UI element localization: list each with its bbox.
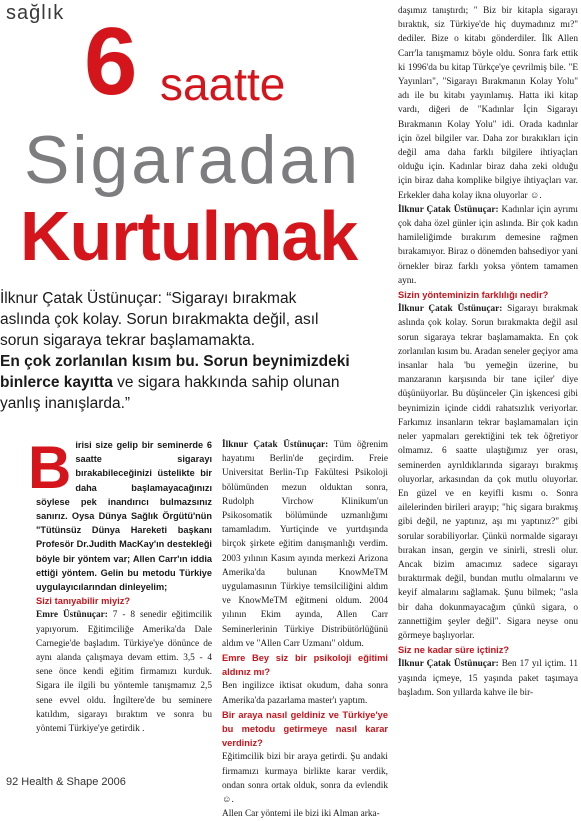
question-heading: Siz ne kadar süre içtiniz? (398, 645, 510, 656)
speaker-name: İlknur Çatak Üstünuçar: (398, 659, 499, 670)
article-deck (0, 288, 385, 414)
headline-sigaradan: Sigaradan (24, 122, 362, 198)
deck-bold: binlerce kayıtta (0, 374, 113, 391)
speaker-name: İlknur Çatak Üstünuçar: (398, 204, 499, 215)
drop-cap: B (28, 434, 72, 501)
answer-paragraph (36, 608, 212, 736)
deck-line: sorun sigaraya tekrar başlamamakta. (0, 332, 256, 349)
headline-saatte: saatte (160, 58, 286, 110)
speaker-name: İlknur Çatak Üstünuçar: (222, 440, 329, 450)
answer-text: Kadınlar için ayrımı çok daha özel günler için aslında. Bir çok kadın hamileliğimde bırakırım demesine rağmen bırakamıyor. Biraz o dönemden bahsediyor yani örnekler biraz farklı yoksa yöntem tamamen aynı. (398, 204, 578, 286)
speaker-name: İlknur Çatak Üstünuçar: (398, 304, 503, 315)
column-2 (222, 438, 388, 821)
deck-line: aslında çok kolay. Sorun bırakmakta değil, asıl (0, 311, 319, 328)
column-3 (398, 4, 578, 700)
answer-text: Ben 17 yıl içtim. 11 yaşında içmeye, 15 yaşında paket taşımaya başladım. Son yıllarda kahve ile bir- (398, 659, 578, 698)
headline-number: 6 (84, 8, 136, 115)
answer-paragraph: Eğitimcilik bizi bir araya getirdi. Şu andaki firmamızı kurmaya birlikte karar verdik, ondan sonra ortak olduk, sonra da evlendik ☺. (222, 752, 388, 806)
intro-text: irisi size gelip bir seminerde 6 saatte sigarayı bırakabileceğinizi üstelikte bir daha başlamayacağınızı söylese pek inandırıcı bulmazsınız sanırız. Oysa Dünya Sağlık Örgütü'nün "Tütünsüz Dünya Hareketi başkanı Profesör Dr.Judith MacKay'ın destekleği böyle bir yöntem var; Allen Carr'ın iddia ettiği yöntem. Gelin bu metodu Türkiye uygulayıcılarından dinleyelim; (36, 440, 212, 593)
answer-paragraph (398, 203, 578, 288)
column-1 (28, 434, 212, 736)
answer-paragraph (222, 438, 388, 651)
answer-text: Sigarayı bırakmak aslında çok kolay. Sorun bırakmakta değil asıl sorun sigaraya tekrar başlamamakta. En çok zorlanılan kısım bu. Aradan seneler geçiyor ama insanlar hala 'bu yemeğin üzerine, bu manzaranın karşısında bir tane içiler' diye düşünüyorlar. Bu düşünceler Çin işkencesi gibi beynimizin içinde ciddi rahatsızlık veriyorlar. Farkımız insanların tekrar başlamamaları için neler yapmaları gerektiğini tek tek öğretiyor olmamız. 6 saatte ulaştığımız yer orası, seminerden ayrıldıklarında sigarayı bırakmış oluyorlar, arkasından da çok mutlu oluyorlar. En güzel ve en keyifli kısmı o. Sonra ailelerinden birileri arayıp; "hiç sigara bırakmış gibi değil, ne yaptınız, aşı mı yaptınız?" gibi sorular sorabiliyorlar. Çünkü normalde sigarayı bırakan insan, gergin ve sinirli, stresli olur. Ancak bizim amacımız sadece sigarayı bıraktırmak değil, bundan mutlu olmalarını ve keyif almalarını sağlamak. Şunu bilmek; "asla bir daha dokunmayacağım çünkü sigara, o zannettiğim şeyler değil". Sigara neyse onu görmeye başlıyorlar. (398, 304, 578, 641)
answer-paragraph (398, 302, 578, 643)
deck-line: İlknur Çatak Üstünuçar: “Sigarayı bırakmak (0, 290, 297, 307)
answer-paragraph: daşımız tanıştırdı; " Biz bir kitapla sigarayı bıraktık, siz Türkiye'de hiç duymadınız mı?" dediler. Bize o kitabı gönderdiler. İlk Allen Carr'la tanışmamız böyle oldu. Sonra fark ettik ki 1996'da bu kitap Türkçe'ye çevrilmiş bile. "E Yayınları", "Sigarayı Bırakmanın Kolay Yolu" adı ile bu kitabı yayınlamış. Hatta iki kitap vardı, diğeri de "Kadınlar İçin Sigarayı Bırakmanın Kolay Yolu" idi. Orada kadınlar için özel bilgiler var. Daha zor bırakıkları için değil ama daha farklı bilgilere ihtiyaçları olduğu için. Kadınlar biraz daha zeki olduğu için biraz daha komplike bilgiye ihtiyaçları var. Erkekler daha kolay ikna oluyorlar ☺. (398, 6, 578, 201)
question-heading: Bir araya nasıl geldiniz ve Türkiye'ye bu metodu getirmeye nasıl karar verdiniz? (222, 709, 388, 749)
headline-kurtulmak: Kurtulmak (20, 197, 358, 275)
intro-paragraph (28, 434, 212, 594)
deck-line (0, 372, 385, 393)
speaker-name: Emre Üstünuçar: (36, 610, 108, 621)
question-heading: Emre Bey siz bir psikoloji eğitimi aldınız mı? (222, 653, 388, 678)
question-heading: Sizin yönteminizin farklılığı nedir? (398, 290, 549, 301)
deck-line-bold: En çok zorlanılan kısım bu. Sorun beynimizdeki (0, 353, 350, 370)
answer-paragraph (398, 657, 578, 700)
answer-paragraph: Allen Car yöntemi ile bizi iki Alman arka- (222, 809, 380, 820)
page-footer: 92 Health & Shape 2006 (6, 776, 126, 788)
section-label: sağlık (6, 2, 65, 24)
answer-text: Tüm öğrenim hayatımı Berlin'de geçirdim. Freie Universitat Berlin-Tıp Fakültesi Psikoloji bölümünden mezun olduktan sonra, Rudolph Virchow Klinikum'un Psikosomatik bölümünde uzmanlığımı tamamladım. Yurtiçinde ve yurtdışında birçok şirkete eğitim danışmanlığı verdim. 2003 yılının Kasım ayında merkezi Arizona Amerika'da bulunan KnowMeTM uygulamasının Türkiye temsilciliğini aldım ve KnowMeTM eğitmeni oldum. 2004 yılının Ekim ayında, Allen Carr Seminerlerinin Türkiye Distribütörlüğünü aldım ve "Allen Carr Uzmanı" oldum. (222, 440, 388, 649)
answer-text: 7 - 8 senedir eğitimcilik yapıyorum. Eğitimciliğe Amerika'da Dale Carnegie'de başladım. Türkiye'ye dönünce de aynı alanda çalışmaya devam ettim. 3,5 - 4 sene önce kendi eğitim firmamızı kurduk. Sigara ile ilgili bu yöntemle tanışmamız 2,5 sene evvel oldu. İngiltere'de bu seminere katıldım, sigarayı bıraktım ve sonra bu yöntemi Türkiye'ye getirdik . (36, 610, 212, 735)
deck-line: yanlış inanışlarda.” (0, 395, 131, 412)
deck-text: ve sigara hakkında sahip olunan (112, 374, 340, 391)
answer-paragraph: Ben ingilizce iktisat okudum, daha sonra Amerika'da pazarlama master'ı yaptım. (222, 681, 388, 706)
question-heading: Sizi tanıyabilir miyiz? (36, 596, 131, 607)
